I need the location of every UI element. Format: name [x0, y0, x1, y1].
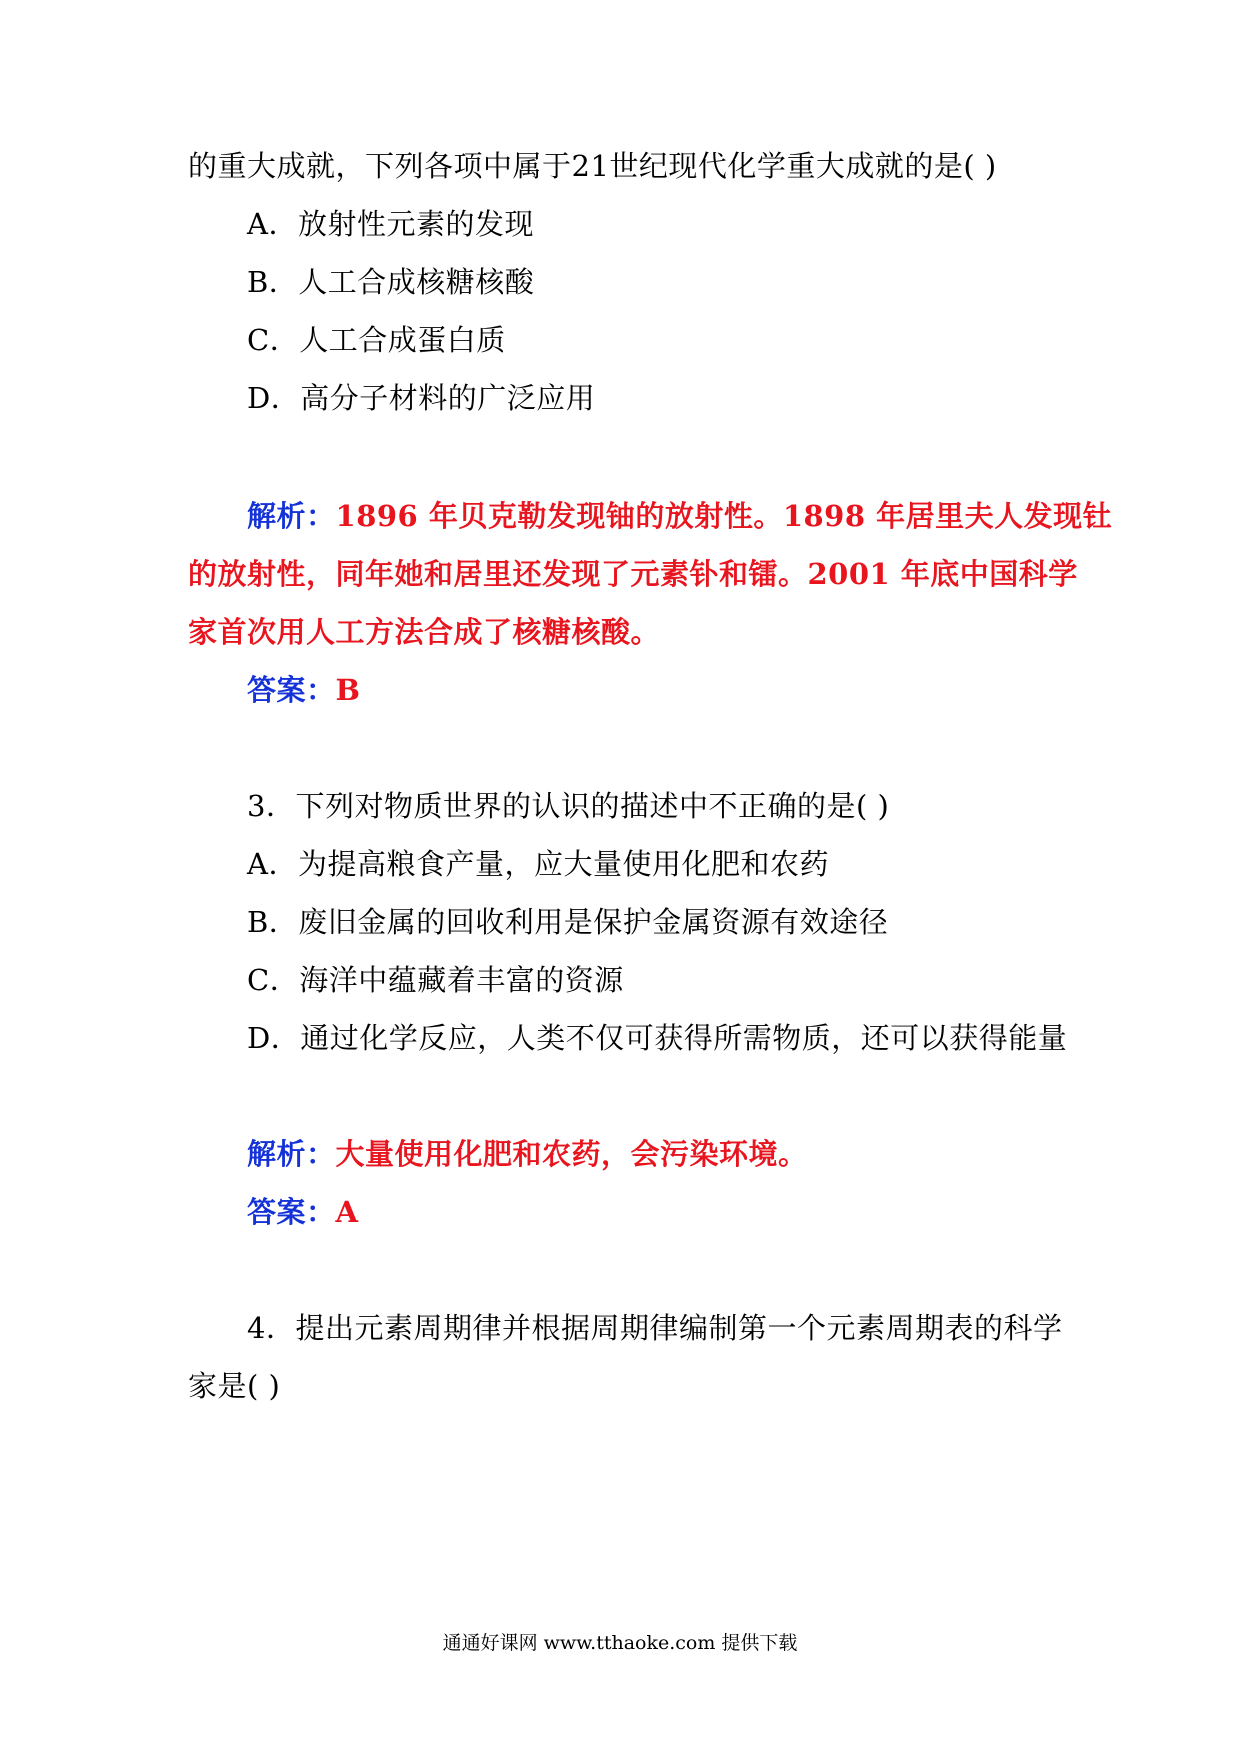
q3-option-d: D．通过化学反应，人类不仅可获得所需物质，还可以获得能量 — [247, 1021, 1068, 1055]
q3-option-a: A．为提高粮食产量，应大量使用化肥和农药 — [247, 847, 829, 881]
q3-analysis-text: 大量使用化肥和农药，会污染环境。 — [335, 1137, 808, 1171]
q3-answer — [247, 1192, 359, 1232]
q2-answer-label: 答案： — [247, 673, 336, 707]
q3-option-c: C．海洋中蕴藏着丰富的资源 — [247, 963, 624, 997]
q4-stem-line-1: 4．提出元素周期律并根据周期律编制第一个元素周期表的科学 — [247, 1311, 1063, 1345]
q2-option-b: B．人工合成核糖核酸 — [247, 265, 535, 299]
q2-analysis-label: 解析： — [247, 499, 336, 533]
q2-analysis-line-2: 的放射性，同年她和居里还发现了元素钋和镭。2001 年底中国科学 — [188, 557, 1078, 591]
q4-stem-line-2: 家是( ) — [188, 1369, 281, 1403]
q2-option-a: A．放射性元素的发现 — [247, 207, 534, 241]
q2-option-c: C．人工合成蛋白质 — [247, 323, 506, 357]
q3-answer-label: 答案： — [247, 1195, 336, 1229]
q3-stem: 3．下列对物质世界的认识的描述中不正确的是( ) — [247, 789, 890, 823]
q3-analysis — [247, 1134, 808, 1174]
q2-stem-tail: 的重大成就，下列各项中属于21世纪现代化学重大成就的是( ) — [188, 149, 997, 183]
page-footer: 通通好课网 www.tthaoke.com 提供下载 — [442, 1632, 798, 1654]
q2-answer-value: B — [335, 673, 361, 707]
q2-answer — [247, 670, 361, 710]
q2-analysis-text-1: 1896 年贝克勒发现铀的放射性。1898 年居里夫人发现钍 — [335, 499, 1113, 533]
q3-answer-value: A — [335, 1195, 359, 1229]
q2-analysis-line-1 — [247, 496, 1112, 536]
q3-analysis-label: 解析： — [247, 1137, 336, 1171]
q3-option-b: B．废旧金属的回收利用是保护金属资源有效途径 — [247, 905, 889, 939]
q2-analysis-line-3: 家首次用人工方法合成了核糖核酸。 — [188, 615, 661, 649]
q2-option-d: D．高分子材料的广泛应用 — [247, 381, 596, 415]
